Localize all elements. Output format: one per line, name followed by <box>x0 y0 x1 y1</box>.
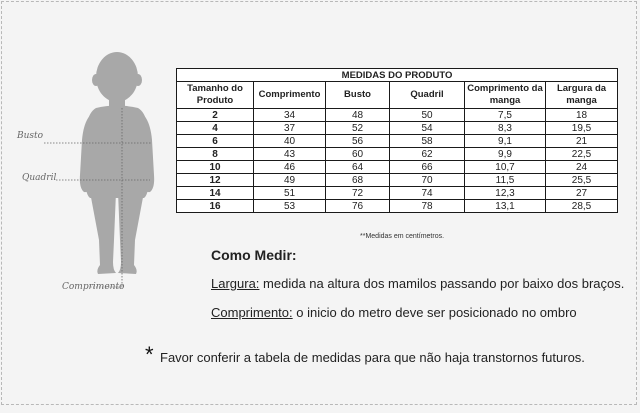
cell-largura-manga: 21 <box>546 135 618 148</box>
cell-comprimento: 43 <box>254 148 326 161</box>
cell-comprimento-manga: 10,7 <box>465 161 546 174</box>
cell-quadril: 70 <box>390 174 465 187</box>
cell-size: 10 <box>177 161 254 174</box>
table-row <box>177 187 618 200</box>
cell-comprimento: 51 <box>254 187 326 200</box>
table-row <box>177 135 618 148</box>
cell-comprimento-manga: 13,1 <box>465 200 546 213</box>
header-comprimento: Comprimento <box>254 82 326 109</box>
cell-largura-manga: 28,5 <box>546 200 618 213</box>
cell-quadril: 62 <box>390 148 465 161</box>
table-row <box>177 148 618 161</box>
cell-busto: 72 <box>326 187 390 200</box>
cell-size: 14 <box>177 187 254 200</box>
comprimento-instruction <box>211 305 577 320</box>
cell-busto: 64 <box>326 161 390 174</box>
cell-quadril: 50 <box>390 109 465 122</box>
largura-text: medida na altura dos mamilos passando por baixo dos braços. <box>259 276 625 291</box>
cell-quadril: 78 <box>390 200 465 213</box>
silhouette-graphic <box>0 0 200 408</box>
cell-comprimento: 37 <box>254 122 326 135</box>
busto-label: Busto <box>17 131 44 141</box>
cell-busto: 60 <box>326 148 390 161</box>
cell-size: 6 <box>177 135 254 148</box>
table-row <box>177 109 618 122</box>
cell-size: 4 <box>177 122 254 135</box>
table-header-row <box>177 82 618 109</box>
footer-warning: Favor conferir a tabela de medidas para que não haja transtornos futuros. <box>160 350 585 365</box>
cell-quadril: 74 <box>390 187 465 200</box>
cell-size: 16 <box>177 200 254 213</box>
cell-comprimento: 40 <box>254 135 326 148</box>
cell-largura-manga: 25,5 <box>546 174 618 187</box>
cell-comprimento: 46 <box>254 161 326 174</box>
table-row <box>177 174 618 187</box>
quadril-label: Quadril <box>22 173 57 183</box>
cell-comprimento-manga: 9,9 <box>465 148 546 161</box>
header-comprimento-manga: Comprimento da manga <box>465 82 546 109</box>
comprimento-text: o inicio do metro deve ser posicionado no ombro <box>292 305 577 320</box>
how-to-measure-title: Como Medir: <box>211 247 297 263</box>
cell-busto: 68 <box>326 174 390 187</box>
table-title: MEDIDAS DO PRODUTO <box>177 69 618 82</box>
cell-comprimento: 34 <box>254 109 326 122</box>
cell-quadril: 66 <box>390 161 465 174</box>
cell-busto: 76 <box>326 200 390 213</box>
header-tamanho: Tamanho do Produto <box>177 82 254 109</box>
cell-busto: 52 <box>326 122 390 135</box>
cell-largura-manga: 18 <box>546 109 618 122</box>
units-note: **Medidas em centímetros. <box>360 233 445 240</box>
cell-comprimento: 49 <box>254 174 326 187</box>
cell-comprimento: 53 <box>254 200 326 213</box>
cell-comprimento-manga: 8,3 <box>465 122 546 135</box>
table-row <box>177 200 618 213</box>
header-quadril: Quadril <box>390 82 465 109</box>
cell-comprimento-manga: 7,5 <box>465 109 546 122</box>
table-row <box>177 161 618 174</box>
cell-quadril: 54 <box>390 122 465 135</box>
asterisk-mark: * <box>145 342 154 367</box>
table-row <box>177 122 618 135</box>
measurements-table <box>176 68 618 213</box>
largura-term: Largura: <box>211 276 260 291</box>
comprimento-term: Comprimento: <box>211 305 293 320</box>
cell-comprimento-manga: 9,1 <box>465 135 546 148</box>
cell-busto: 48 <box>326 109 390 122</box>
cell-largura-manga: 22,5 <box>546 148 618 161</box>
header-busto: Busto <box>326 82 390 109</box>
cell-largura-manga: 27 <box>546 187 618 200</box>
cell-size: 8 <box>177 148 254 161</box>
largura-instruction <box>211 276 624 291</box>
cell-size: 2 <box>177 109 254 122</box>
child-silhouette-figure <box>0 0 200 408</box>
cell-largura-manga: 24 <box>546 161 618 174</box>
comprimento-label: Comprimento <box>62 282 125 292</box>
header-largura-manga: Largura da manga <box>546 82 618 109</box>
cell-quadril: 58 <box>390 135 465 148</box>
cell-comprimento-manga: 12,3 <box>465 187 546 200</box>
cell-largura-manga: 19,5 <box>546 122 618 135</box>
cell-size: 12 <box>177 174 254 187</box>
cell-comprimento-manga: 11,5 <box>465 174 546 187</box>
cell-busto: 56 <box>326 135 390 148</box>
